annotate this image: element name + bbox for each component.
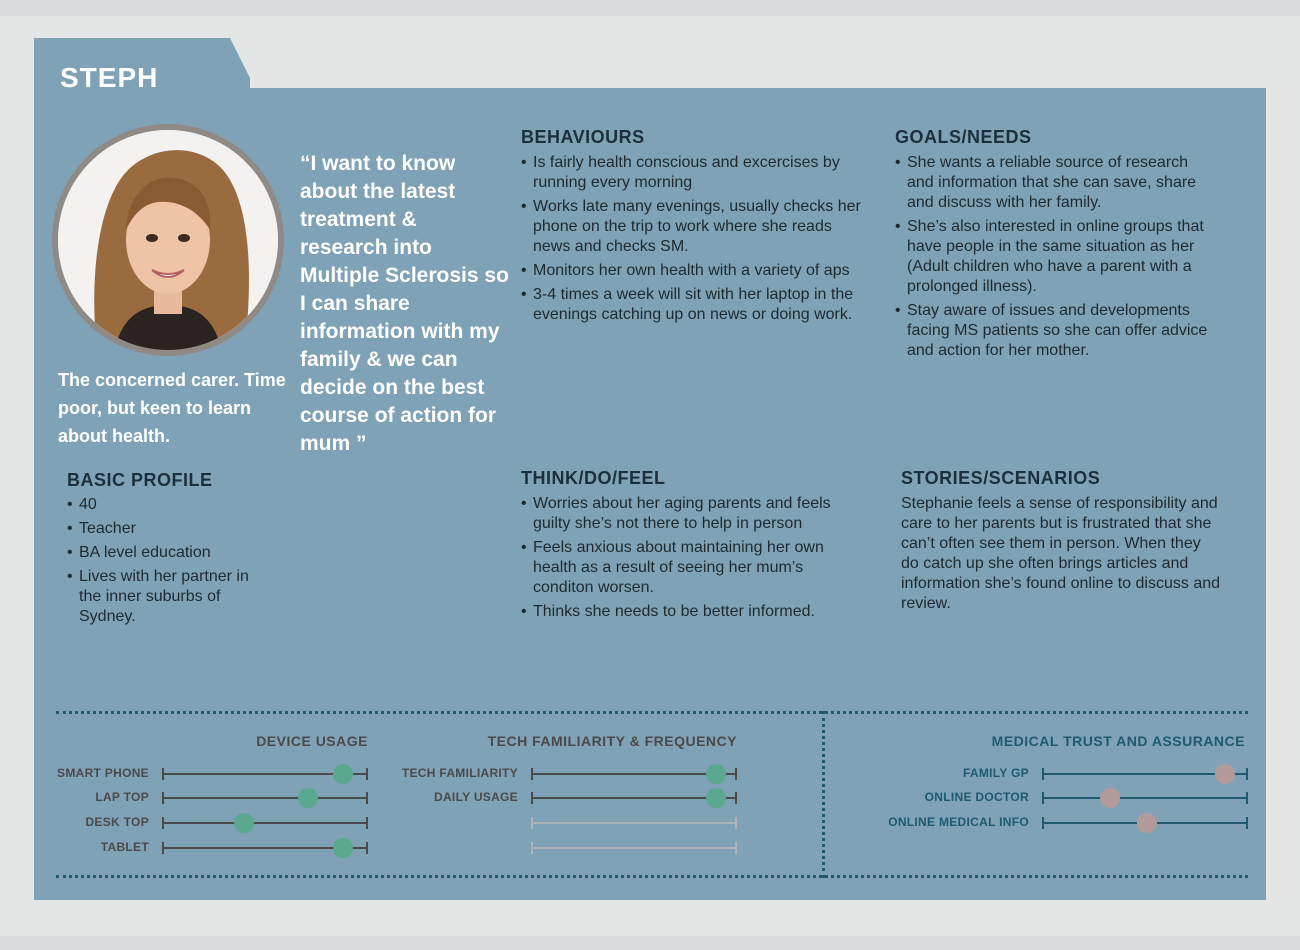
- slider-label: TABLET: [100, 840, 149, 854]
- slider-cap-end: [1246, 768, 1248, 780]
- think-do-feel-title: THINK/DO/FEEL: [521, 468, 666, 488]
- slider-cap-start: [162, 817, 164, 829]
- slider-marker: [1100, 788, 1120, 808]
- slider-cap-start: [162, 792, 164, 804]
- slider-label: DAILY USAGE: [434, 790, 518, 804]
- list-item: • Stay aware of issues and developments facing MS patients so she can offer advice and action for her mother.: [895, 301, 1215, 361]
- slider-cap-start: [1042, 768, 1044, 780]
- portrait-image: [58, 130, 278, 350]
- slider-cap-start: [162, 842, 164, 854]
- slider-cap-end: [1246, 792, 1248, 804]
- list-item: • Lives with her partner in the inner suburbs of Sydney.: [67, 567, 267, 627]
- slider-cap-start: [531, 842, 533, 854]
- slider-cap-end: [366, 842, 368, 854]
- think-do-feel-list: [521, 494, 836, 626]
- slider-cap-start: [531, 817, 533, 829]
- list-item: • She wants a reliable source of research and information that she can save, share and discuss with her family.: [895, 153, 1215, 213]
- persona-quote: “I want to know about the latest treatment & research into Multiple Sclerosis so I can share information with my family & we can decide on the best course of action for mum ”: [300, 152, 509, 455]
- behaviours-list: [521, 153, 866, 329]
- list-item: • She’s also interested in online groups that have people in the same situation as her (Adult children who have a parent with a prolonged illness).: [895, 217, 1215, 297]
- slider-track: [1042, 797, 1248, 799]
- list-item: • Feels anxious about maintaining her own health as a result of seeing her mum’s conditon worsen.: [521, 538, 836, 598]
- slider-label: ONLINE DOCTOR: [924, 790, 1029, 804]
- slider-cap-start: [531, 792, 533, 804]
- slider-cap-start: [1042, 792, 1044, 804]
- tech-familiarity-title: TECH FAMILIARITY & FREQUENCY: [487, 733, 737, 749]
- slider-cap-end: [735, 842, 737, 854]
- slider-cap-end: [366, 817, 368, 829]
- list-item: • Is fairly health conscious and excercises by running every morning: [521, 153, 866, 193]
- slider-label: LAP TOP: [95, 790, 149, 804]
- slider-track: [531, 847, 737, 849]
- list-item: • Teacher: [67, 519, 267, 539]
- stitch-divider-bottom: [56, 875, 1248, 882]
- device-usage-title: DEVICE USAGE: [256, 733, 368, 749]
- stitch-divider-top: [56, 711, 1248, 718]
- list-item: • Works late many evenings, usually checks her phone on the trip to work where she reads news and checks SM.: [521, 197, 866, 257]
- slider-cap-end: [735, 768, 737, 780]
- persona-tagline: The concerned carer. Time poor, but keen to learn about health.: [58, 370, 286, 446]
- basic-profile-title: BASIC PROFILE: [67, 470, 213, 490]
- list-item: • BA level education: [67, 543, 267, 563]
- persona-photo-avatar: [52, 124, 284, 356]
- list-item: • 3-4 times a week will sit with her laptop in the evenings catching up on news or doing work.: [521, 285, 866, 325]
- slider-track: [531, 822, 737, 824]
- slider-cap-end: [1246, 817, 1248, 829]
- slider-label: FAMILY GP: [962, 766, 1029, 780]
- slider-cap-start: [1042, 817, 1044, 829]
- slider-cap-start: [531, 768, 533, 780]
- slider-label: TECH FAMILIARITY: [401, 766, 518, 780]
- persona-name: STEPH: [60, 62, 159, 93]
- basic-profile-list: [67, 495, 267, 631]
- list-item: • Monitors her own health with a variety of aps: [521, 261, 866, 281]
- stories-text: Stephanie feels a sense of responsibility and care to her parents but is frustrated that she can’t often see them in person. When they do catch up she often brings articles and information she’s found online to discuss and review.: [901, 495, 1221, 612]
- behaviours-title: BEHAVIOURS: [521, 127, 645, 147]
- list-item: • 40: [67, 495, 267, 515]
- slider-cap-end: [735, 792, 737, 804]
- medical-trust-title: MEDICAL TRUST AND ASSURANCE: [991, 733, 1245, 749]
- slider-cap-start: [162, 768, 164, 780]
- slider-label: SMART PHONE: [57, 766, 149, 780]
- stories-title: STORIES/SCENARIOS: [901, 468, 1101, 488]
- slider-label: ONLINE MEDICAL INFO: [888, 815, 1029, 829]
- goals-title: GOALS/NEEDS: [895, 127, 1032, 147]
- goals-list: [895, 153, 1215, 365]
- slider-track: [162, 822, 368, 824]
- slider-cap-end: [735, 817, 737, 829]
- slider-label: DESK TOP: [85, 815, 149, 829]
- list-item: • Worries about her aging parents and feels guilty she’s not there to help in person: [521, 494, 836, 534]
- list-item: • Thinks she needs to be better informed.: [521, 602, 836, 622]
- slider-marker: [1137, 813, 1157, 833]
